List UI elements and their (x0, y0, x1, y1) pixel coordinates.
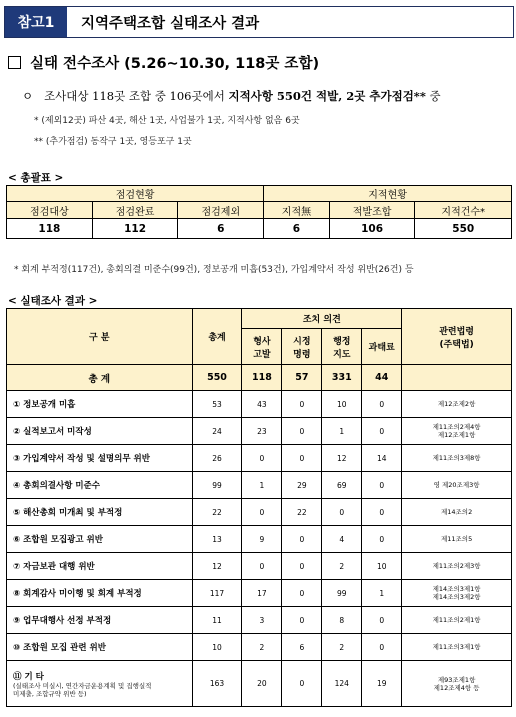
row-value: 0 (242, 553, 282, 580)
table-row (7, 391, 512, 418)
row-value: 3 (242, 607, 282, 634)
section-title: 실태 전수조사 (5.26∼10.30, 118곳 조합) (30, 56, 320, 72)
row-value: 0 (362, 472, 402, 499)
row-value: 124 (322, 661, 362, 707)
checkbox-square-icon (8, 56, 21, 69)
row-law: 제12조제2항 (402, 391, 512, 418)
total-label: 총 계 (7, 365, 193, 391)
row-value: 0 (282, 661, 322, 707)
total-value: 550 (192, 365, 242, 391)
summary-post: 중 (429, 89, 441, 103)
summary-value: 106 (329, 219, 415, 239)
table-row (7, 634, 512, 661)
row-value: 0 (282, 445, 322, 472)
row-law: 제11조의3제8항 (402, 445, 512, 472)
summary-value: 6 (178, 219, 264, 239)
table-row (7, 445, 512, 472)
row-law: 제11조의3제1항 (402, 634, 512, 661)
row-value: 0 (282, 418, 322, 445)
row-name: ⑥ 조합원 모집광고 위반 (7, 526, 193, 553)
row-name: ③ 가입계약서 작성 및 설명의무 위반 (7, 445, 193, 472)
row-value: 1 (322, 418, 362, 445)
result-table-label: < 실태조사 결과 > (8, 295, 98, 307)
summary-table-label: < 총괄표 > (8, 172, 64, 184)
table-row (7, 580, 512, 607)
row-value: 8 (322, 607, 362, 634)
summary-header: 점검대상 (7, 202, 93, 219)
row-subnote: (실태조사 미실시, 연간자금운용계획 및 집행실적 (13, 681, 152, 690)
header-law (402, 309, 512, 365)
row-value: 0 (242, 445, 282, 472)
bullet-icon: ㅇ (22, 89, 34, 103)
table-row (7, 418, 512, 445)
summary-value: 118 (7, 219, 93, 239)
header-guidance: 행정 지도 (322, 329, 362, 365)
summary-bold: 지적사항 550건 적발, 2곳 추가점검** (228, 89, 426, 103)
summary-value: 6 (264, 219, 330, 239)
row-law: 영 제20조제3항 (402, 472, 512, 499)
row-name: ⑩ 조합원 모집 관련 위반 (7, 634, 193, 661)
row-value: 29 (282, 472, 322, 499)
row-value: 12 (322, 445, 362, 472)
summary-header: 지적건수* (415, 202, 512, 219)
row-value: 99 (192, 472, 242, 499)
row-value: 0 (322, 499, 362, 526)
row-value: 10 (322, 391, 362, 418)
summary-table (6, 185, 512, 239)
total-law (402, 365, 512, 391)
page-header (4, 6, 514, 38)
row-law: 제93조제1항 제12조제4항 등 (402, 661, 512, 707)
row-value: 0 (282, 391, 322, 418)
header-category: 구 분 (7, 309, 193, 365)
row-law: 제11조의2제1항 (402, 607, 512, 634)
table-row (7, 553, 512, 580)
header-criminal: 형사 고발 (242, 329, 282, 365)
row-law: 제14조의3제1항 제14조의3제2항 (402, 580, 512, 607)
summary-line (22, 88, 441, 104)
row-value: 0 (282, 553, 322, 580)
row-value: 0 (362, 391, 402, 418)
row-value: 0 (362, 499, 402, 526)
table-row (7, 607, 512, 634)
table-row (7, 472, 512, 499)
row-value: 0 (362, 607, 402, 634)
note-additional: ** (추가점검) 동작구 1곳, 영등포구 1곳 (34, 137, 192, 147)
row-value: 43 (242, 391, 282, 418)
row-value: 14 (362, 445, 402, 472)
section-heading (8, 52, 319, 73)
row-name: ① 정보공개 미흡 (7, 391, 193, 418)
row-value: 12 (192, 553, 242, 580)
row-value: 11 (192, 607, 242, 634)
result-table (6, 308, 512, 707)
row-value: 1 (362, 580, 402, 607)
summary-header: 점검완료 (92, 202, 178, 219)
header-total: 총계 (192, 309, 242, 365)
row-name: ② 실적보고서 미작성 (7, 418, 193, 445)
row-value: 20 (242, 661, 282, 707)
row-name: ④ 총회의결사항 미준수 (7, 472, 193, 499)
row-name-text: ⑪ 기 타 (13, 671, 44, 682)
table-row (7, 499, 512, 526)
row-value: 0 (362, 526, 402, 553)
row-value: 69 (322, 472, 362, 499)
row-value: 23 (242, 418, 282, 445)
row-value: 9 (242, 526, 282, 553)
group-findings: 지적현황 (264, 186, 512, 202)
row-law: 제14조의2 (402, 499, 512, 526)
summary-header: 점검제외 (178, 202, 264, 219)
summary-footnote: * 회계 부적정(117건), 총회의결 미준수(99건), 정보공개 미흡(53건), 가입계약서 작성 위반(26건) 등 (14, 265, 414, 275)
row-value: 2 (322, 553, 362, 580)
row-value: 4 (322, 526, 362, 553)
row-value: 24 (192, 418, 242, 445)
header-law-sub: (주택법) (439, 339, 474, 350)
row-value: 2 (242, 634, 282, 661)
row-name: ⑧ 회계감사 미이행 및 회계 부적정 (7, 580, 193, 607)
summary-header: 지적無 (264, 202, 330, 219)
row-value: 0 (282, 526, 322, 553)
page-title: 지역주택조합 실태조사 결과 (81, 15, 260, 32)
row-law: 제11조의2제4항 제12조제1항 (402, 418, 512, 445)
row-value: 22 (282, 499, 322, 526)
row-value: 0 (362, 634, 402, 661)
row-name: ⑨ 업무대행사 선정 부적정 (7, 607, 193, 634)
header-actions: 조치 의견 (242, 309, 402, 329)
row-value: 0 (282, 580, 322, 607)
total-value: 331 (322, 365, 362, 391)
row-value: 163 (192, 661, 242, 707)
summary-pre: 조사대상 118곳 조합 중 106곳에서 (44, 89, 225, 103)
row-value: 2 (322, 634, 362, 661)
row-value: 19 (362, 661, 402, 707)
row-law: 제11조의5 (402, 526, 512, 553)
table-row (7, 661, 512, 707)
row-name (7, 661, 193, 707)
row-value: 6 (282, 634, 322, 661)
row-value: 53 (192, 391, 242, 418)
note-excluded: * (제외12곳) 파산 4곳, 해산 1곳, 사업불가 1곳, 지적사항 없음 6곳 (34, 116, 300, 126)
row-value: 22 (192, 499, 242, 526)
summary-value: 550 (415, 219, 512, 239)
header-law-title: 관련법령 (439, 326, 474, 337)
total-value: 118 (242, 365, 282, 391)
row-value: 17 (242, 580, 282, 607)
summary-value: 112 (92, 219, 178, 239)
total-value: 44 (362, 365, 402, 391)
row-value: 10 (192, 634, 242, 661)
row-value: 0 (362, 418, 402, 445)
summary-header: 적발조합 (329, 202, 415, 219)
row-subnote: 미제출, 조합규약 위반 등) (13, 689, 87, 698)
header-correction: 시정 명령 (282, 329, 322, 365)
row-value: 117 (192, 580, 242, 607)
total-value: 57 (282, 365, 322, 391)
row-law: 제11조의2제3항 (402, 553, 512, 580)
table-row (7, 526, 512, 553)
row-value: 0 (242, 499, 282, 526)
row-value: 99 (322, 580, 362, 607)
row-value: 10 (362, 553, 402, 580)
header-fine: 과태료 (362, 329, 402, 365)
row-value: 0 (282, 607, 322, 634)
row-name: ⑤ 해산총회 미개최 및 부적정 (7, 499, 193, 526)
row-value: 1 (242, 472, 282, 499)
group-inspection: 점검현황 (7, 186, 264, 202)
row-value: 13 (192, 526, 242, 553)
row-value: 26 (192, 445, 242, 472)
row-name: ⑦ 자금보관 대행 위반 (7, 553, 193, 580)
header-tag: 참고1 (5, 7, 67, 37)
